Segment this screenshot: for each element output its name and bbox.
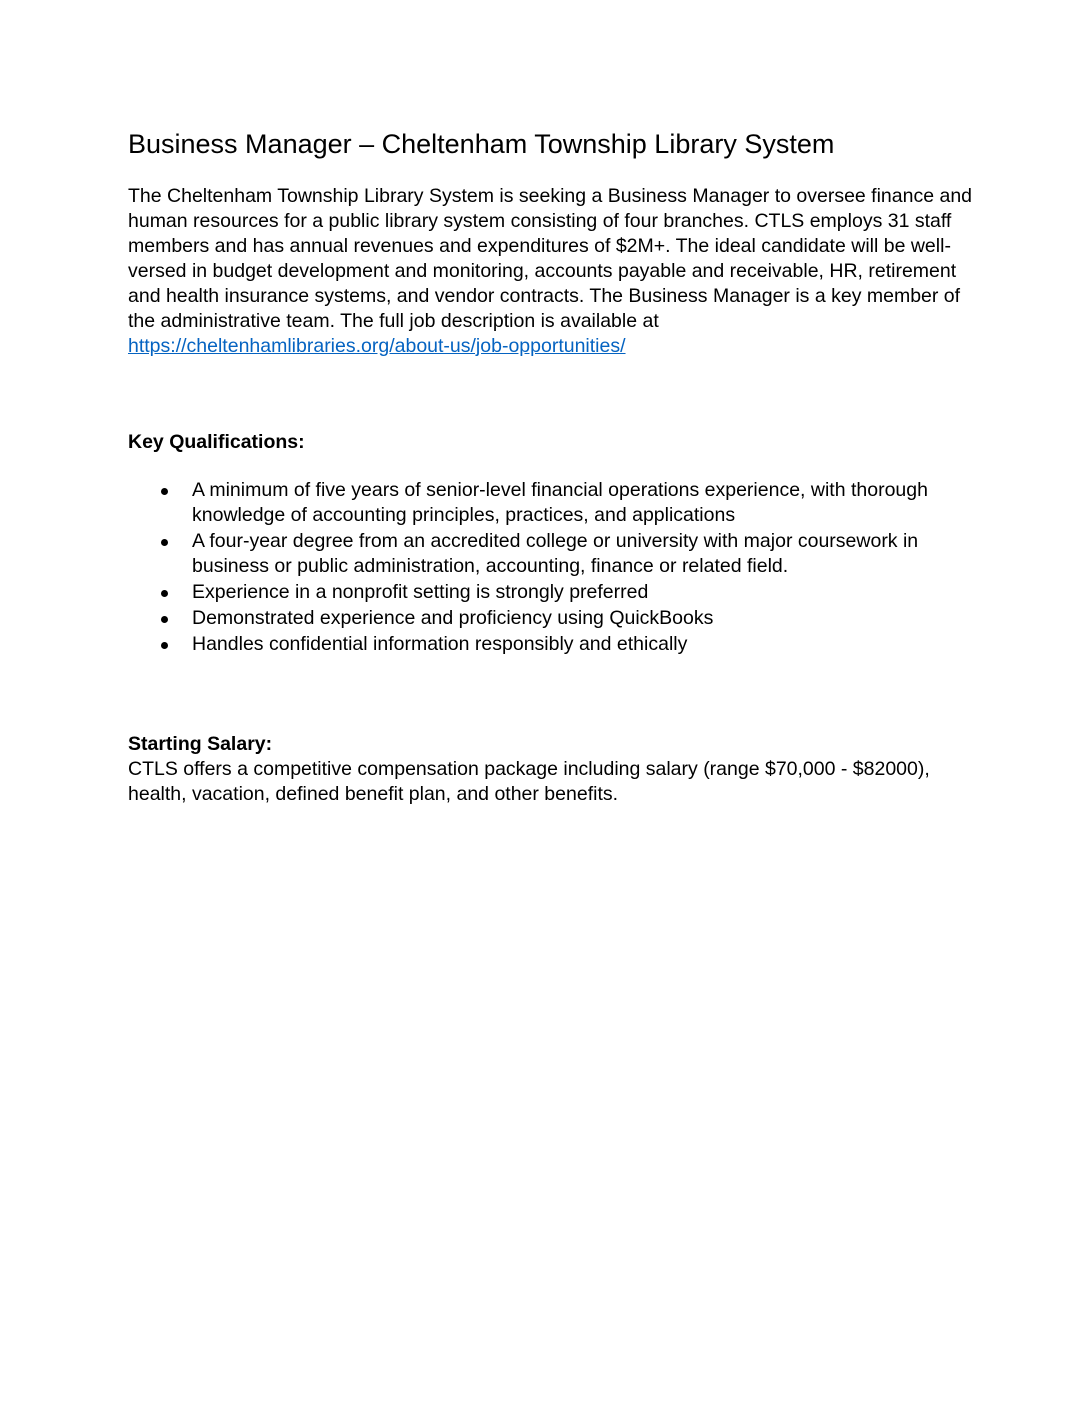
bullet-icon <box>161 590 168 597</box>
salary-paragraph: CTLS offers a competitive compensation package including salary (range $70,000 - $82000), health, vacation, defined benefit plan, and other benefits. <box>128 758 930 805</box>
intro-text: The Cheltenham Township Library System is seeking a Business Manager to oversee finance and human resources for a public library system consisting of four branches. CTLS employs 31 staff members and has annual revenues and expenditures of $2M+. The ideal candidate will be well-versed in budget development and monitoring, accounts payable and receivable, HR, retirement and health insurance systems, and vendor contracts. The Business Manager is a key member of the administrative team. The full job description is available at <box>128 185 973 332</box>
list-item-text: Experience in a nonprofit setting is strongly preferred <box>192 581 649 603</box>
key-qualifications-heading: Key Qualifications: <box>128 431 305 453</box>
bullet-icon <box>161 616 168 623</box>
qualifications-list <box>128 478 978 657</box>
bullet-icon <box>161 488 168 495</box>
list-item <box>128 580 978 605</box>
list-item-text: A four-year degree from an accredited college or university with major coursework in business or public administration, accounting, finance or related field. <box>192 530 919 577</box>
list-item-text: Handles confidential information responsibly and ethically <box>192 633 688 655</box>
page-title: Business Manager – Cheltenham Township Library System <box>128 129 835 159</box>
intro-paragraph <box>128 184 978 359</box>
starting-salary-heading: Starting Salary: <box>128 733 273 755</box>
list-item <box>128 529 978 579</box>
document-content <box>128 126 978 807</box>
list-item <box>128 632 978 657</box>
job-opportunities-link[interactable]: https://cheltenhamlibraries.org/about-us/job-opportunities/ <box>128 335 626 357</box>
list-item-text: A minimum of five years of senior-level financial operations experience, with thorough knowledge of accounting principles, practices, and applications <box>192 479 928 526</box>
list-item-text: Demonstrated experience and proficiency using QuickBooks <box>192 607 714 629</box>
bullet-icon <box>161 539 168 546</box>
list-item <box>128 606 978 631</box>
bullet-icon <box>161 642 168 649</box>
list-item <box>128 478 978 528</box>
